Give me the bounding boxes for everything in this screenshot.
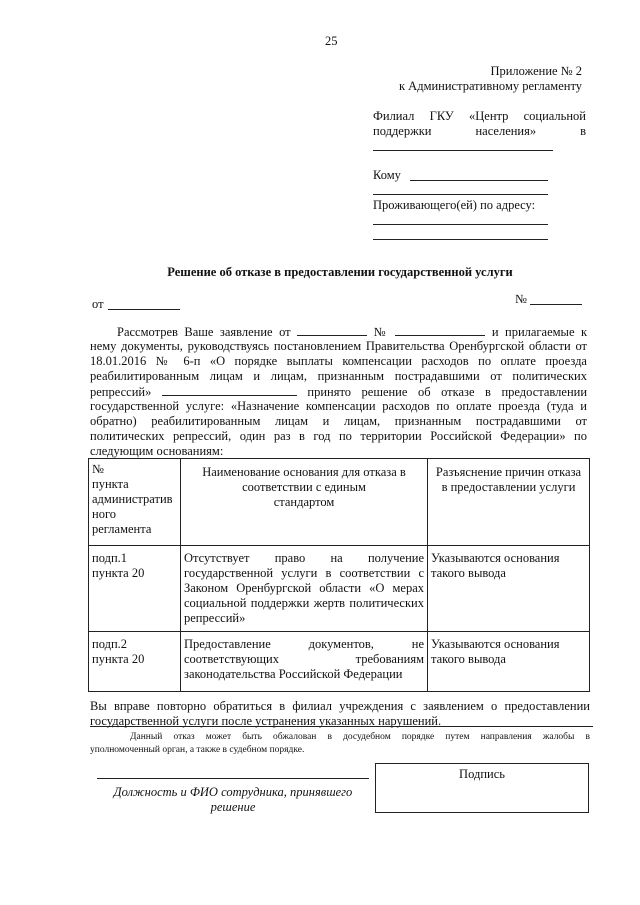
table-header-row [89,459,590,546]
document-title: Решение об отказе в предоставлении государственной услуги [167,265,513,279]
addressee-line2: поддержки населения» в [373,124,586,138]
row2-explanation: Указываются основания такого вывода [428,632,590,692]
to-blank-line-2 [373,194,548,195]
body-number-sign: № [373,325,389,339]
signature-box [375,763,589,813]
body-line-3: 18.01.2016 № 6-п «О порядке выплаты компенсации расходов по оплате проезда [90,354,587,368]
body-attached: и прилагаемые к [491,325,588,339]
body-line-8: политических репрессий, один раз в год по территории Российской Федерации» по [90,429,587,443]
table-row [89,632,590,692]
table-row [89,546,590,632]
row1-point: подп.1 пункта 20 [89,546,181,632]
row1-reason: Отсутствует право на получение государственной услуги в соответствии с Законом Оренбургской области «О мерах социальной поддержки жертв политических репрессий» [181,546,428,632]
reasons-table [88,458,590,692]
body-line-4: реабилитированным лицам и лицам, признанным пострадавшими от политических [90,369,587,383]
address-blank-line-2 [373,239,548,240]
header-explanation: Разъяснение причин отказа в предоставлении услуги [428,459,590,546]
addressee-blank-line [373,150,553,151]
body-line-7: обратно) реабилитированным лицам и лицам, признанным пострадавшими от [90,414,587,428]
position-blank-line [97,778,369,779]
header-point-number: № пункта административ ного регламента [89,459,181,546]
body-line-2: нему документы, руководствуясь постановлением Правительства Оренбургской области от [90,339,587,353]
to-label: Кому [373,168,401,182]
application-date-blank [297,324,367,336]
body-line-9: следующим основаниям: [90,444,224,458]
page-number: 25 [325,34,338,48]
signature-label: Подпись [459,767,505,781]
number-blank-line [530,304,582,305]
body-decision: принято решение об отказе в предоставлении [307,385,588,399]
body-line-1 [117,324,587,340]
address-blank-line-1 [373,224,548,225]
date-blank-line [108,309,180,310]
appeal-notice-line2: уполномоченный орган, а также в судебном порядке. [90,745,305,755]
decision-date-blank [162,384,297,396]
row2-reason: Предоставление документов, не соответствующих требованиям законодательства Российской Федерации [181,632,428,692]
body-line-6: государственной услуге: «Назначение компенсации расходов по оплате проезда (туда и [90,399,587,413]
appendix-subtitle: к Административному регламенту [398,79,582,93]
row1-explanation: Указываются основания такого вывода [428,546,590,632]
address-label: Проживающего(ей) по адресу: [373,198,536,212]
repeat-notice-line1: Вы вправе повторно обратиться в филиал учреждения с заявлением о предоставлении [90,699,590,713]
appeal-notice-line1: Данный отказ может быть обжалован в досудебном порядке путем направления жалобы в [130,732,590,742]
appendix-title: Приложение № 2 [490,64,582,78]
position-caption-line1: Должность и ФИО сотрудника, принявшего [113,785,353,799]
body-line-5 [90,384,587,400]
row2-point: подп.2 пункта 20 [89,632,181,692]
addressee-line1: Филиал ГКУ «Центр социальной [373,109,586,123]
to-blank-line [410,180,548,181]
position-caption-line2: решение [210,800,256,814]
number-label: № [515,292,527,306]
repeat-notice-line2: государственной услуги после устранения указанных нарушений. [90,714,442,728]
notice-divider [90,726,593,727]
header-reason-name: Наименование основания для отказа в соответствии с единым стандартом [181,459,428,546]
body-repressions: репрессий» [90,385,152,399]
application-number-blank [395,324,485,336]
body-considering: Рассмотрев Ваше заявление от [117,325,291,339]
date-from-label: от [92,297,104,311]
